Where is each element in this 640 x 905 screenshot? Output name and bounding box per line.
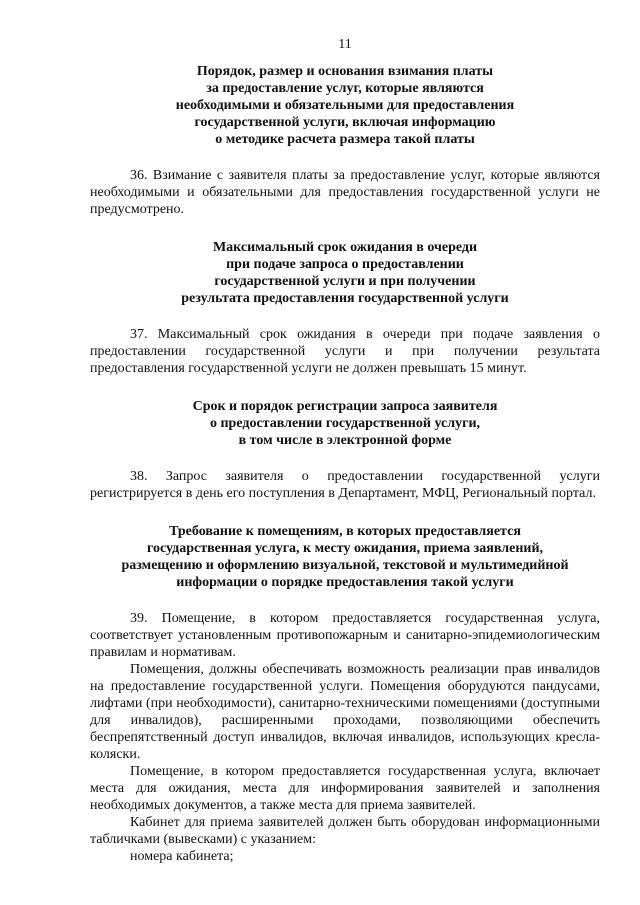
heading-line: о методике расчета размера такой платы — [215, 132, 475, 147]
paragraph-office-number: номера кабинета; — [130, 849, 234, 864]
heading-line: размещению и оформлению визуальной, текстовой и мультимедийной — [121, 558, 569, 573]
paragraph-36: 36. Взимание с заявителя платы за предоставление услуг, которые являются необходимыми и обязательными для предоставления государственной услуги не предусмотрено. — [90, 168, 600, 217]
page-number: 11 — [338, 37, 352, 52]
heading-line: информации о порядке предоставления такой услуги — [176, 575, 514, 590]
heading-line: государственная услуга, к месту ожидания, приема заявлений, — [146, 541, 544, 556]
heading-line: за предоставление услуг, которые являются — [206, 81, 484, 96]
paragraph-38: 38. Запрос заявителя о предоставлении государственной услуги регистрируется в день его поступления в Департамент, МФЦ, Региональный портал. — [90, 469, 600, 501]
paragraph-premises-accessibility: Помещения, должны обеспечивать возможность реализации прав инвалидов на предоставление государственной услуги. Помещения оборудуются пандусами, лифтами (при необходимости), санитарно-техническими помещениями (доступными для инвалидов), расширенными проходами, позволяющими обеспечить беспрепятственный доступ инвалидов, включая инвалидов, использующих кресла-коляски. — [90, 662, 600, 762]
heading-line: в том числе в электронной форме — [238, 433, 452, 448]
heading-line: Порядок, размер и основания взимания платы — [196, 64, 494, 79]
heading-line: о предоставлении государственной услуги, — [209, 416, 481, 431]
section-heading-registration — [90, 398, 600, 449]
heading-line: Максимальный срок ожидания в очереди — [212, 240, 478, 255]
heading-line: результата предоставления государственной услуги — [181, 291, 509, 306]
heading-line: Срок и порядок регистрации запроса заявителя — [192, 399, 498, 414]
paragraph-37: 37. Максимальный срок ожидания в очереди при подаче заявления о предоставлении государственной услуги и при получении результата предоставления государственной услуги не должен превышать 15 минут. — [90, 327, 600, 376]
section-heading-premises — [90, 523, 600, 591]
heading-line: государственной услуги и при получении — [214, 274, 476, 289]
heading-line: при подаче запроса о предоставлении — [226, 257, 464, 272]
paragraph-39: 39. Помещение, в котором предоставляется государственная услуга, соответствует установленным противопожарным и санитарно-эпидемиологическим правилам и нормативам. — [90, 611, 600, 660]
heading-line: государственной услуги, включая информацию — [194, 115, 496, 130]
heading-line: Требование к помещениям, в которых предоставляется — [169, 524, 521, 539]
heading-line: необходимыми и обязательными для предоставления — [175, 98, 515, 113]
paragraph-office-signage: Кабинет для приема заявителей должен быть оборудован информационными табличками (вывесками) с указанием: — [90, 815, 600, 847]
paragraph-premises-areas: Помещение, в котором предоставляется государственная услуга, включает места для ожидания, места для информирования заявителей и заполнения необходимых документов, а также места для приема заявителей. — [90, 764, 600, 813]
section-heading-fees — [90, 63, 600, 148]
section-heading-queue-time — [90, 239, 600, 307]
